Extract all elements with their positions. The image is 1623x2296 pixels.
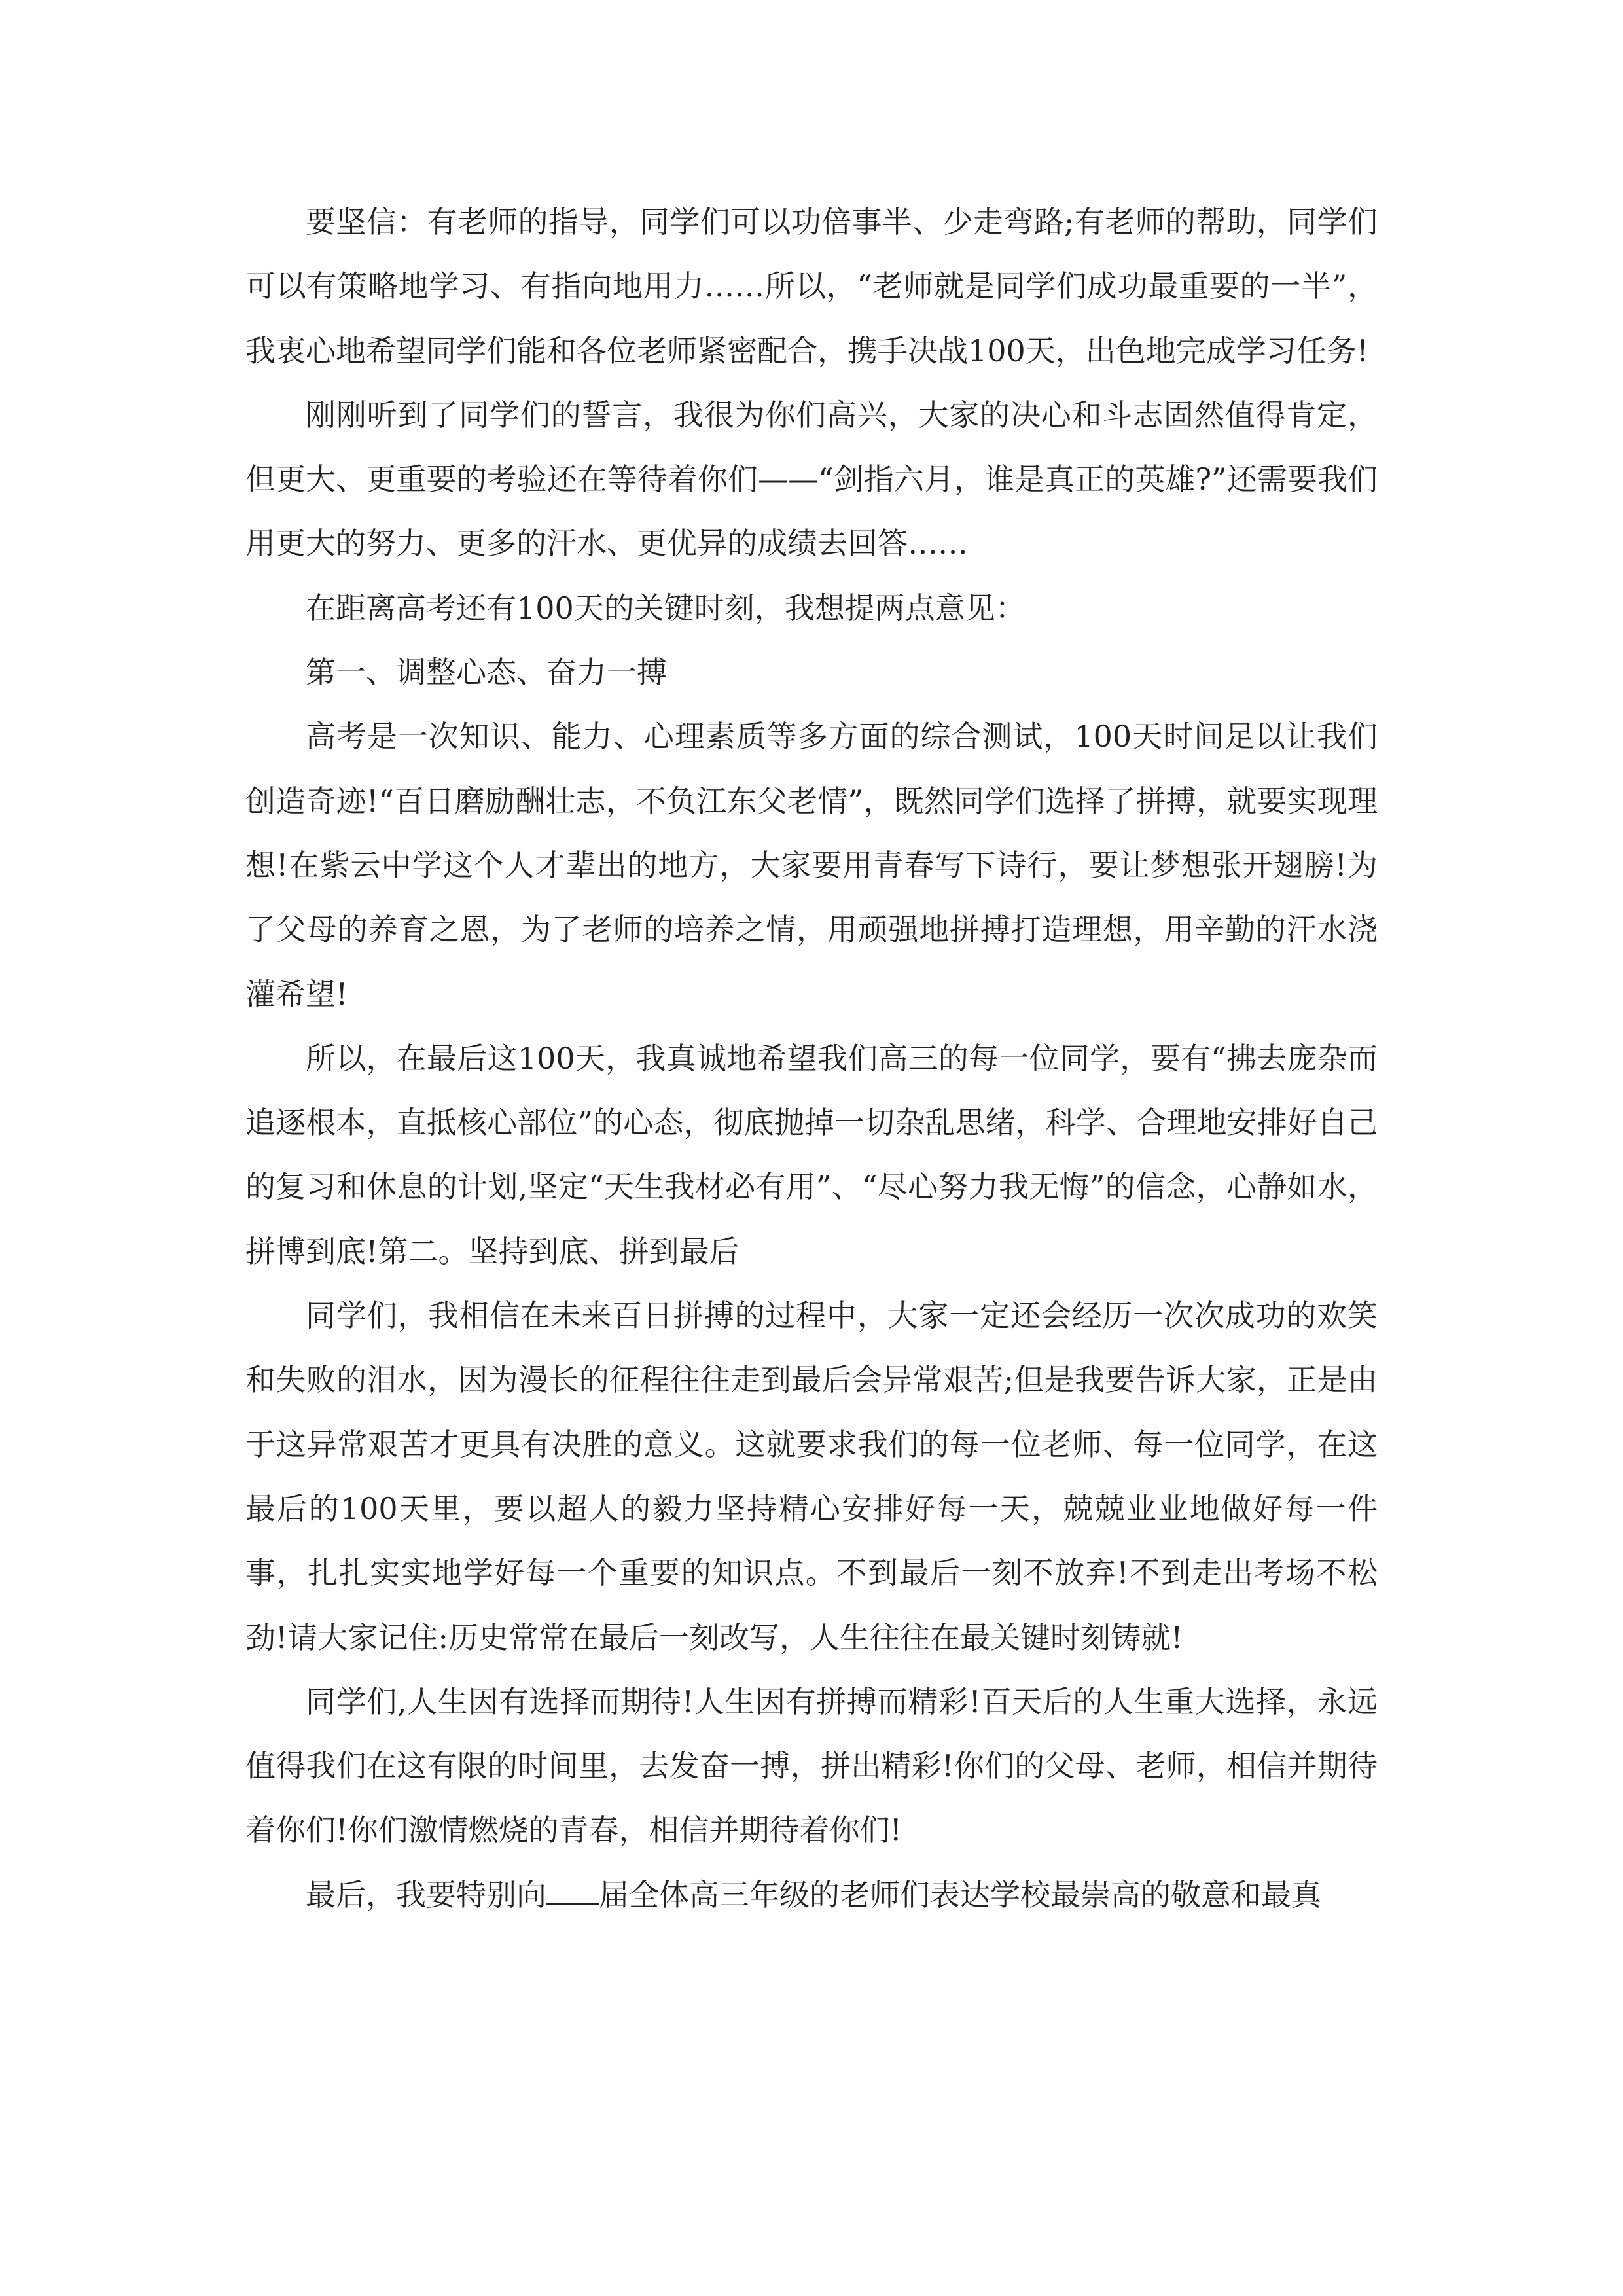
paragraph: 在距离高考还有100天的关键时刻，我想提两点意见： <box>306 590 1026 626</box>
fill-in-blank <box>546 1876 599 1905</box>
document-body <box>245 190 1378 1927</box>
paragraph: 所以，在最后这100天，我真诚地希望我们高三的每一位同学，要有“拂去庞杂而追逐根本，直抵核心部位”的心态，彻底抛掉一切杂乱思绪，科学、合理地安排好自己的复习和休息的计划,坚定“天生我材必有用”、“尽心努力我无悔”的信念，心静如水，拼博到底!第二。坚持到底、拼到最后 <box>245 1040 1378 1269</box>
paragraph: 同学们，我相信在未来百日拼搏的过程中，大家一定还会经历一次次成功的欢笑和失败的泪水，因为漫长的征程往往走到最后会异常艰苦;但是我要告诉大家，正是由于这异常艰苦才更具有决胜的意义。这就要求我们的每一位老师、每一位同学，在这最后的100天里，要以超人的毅力坚持精心安排好每一天，兢兢业业地做好每一件事，扎扎实实地学好每一个重要的知识点。不到最后一刻不放弃!不到走出考场不松劲!请大家记住:历史常常在最后一刻改写，人生往往在最关键时刻铸就! <box>245 1298 1378 1655</box>
paragraph: 要坚信：有老师的指导，同学们可以功倍事半、少走弯路;有老师的帮助，同学们可以有策略地学习、有指向地用力……所以，“老师就是同学们成功最重要的一半”，我衷心地希望同学们能和各位老师紧密配合，携手决战100天，出色地完成学习任务! <box>245 204 1378 368</box>
last-paragraph-end: 届全体高三年级的老师们表达学校最崇高的敬意和最真 <box>599 1876 1321 1912</box>
section-heading: 第一、调整心态、奋力一搏 <box>306 655 667 691</box>
paragraph-last <box>245 1863 1378 1927</box>
paragraph: 高考是一次知识、能力、心理素质等多方面的综合测试，100天时间足以让我们创造奇迹!“百日磨励酬壮志，不负江东父老情”，既然同学们选择了拼搏，就要实现理想!在紫云中学这个人才辈出的地方，大家要用青春写下诗行，要让梦想张开翅膀!为了父母的养育之恩，为了老师的培养之情，用顽强地拼搏打造理想，用辛勤的汗水浇灌希望! <box>245 719 1378 1012</box>
paragraph: 同学们,人生因有选择而期待!人生因有拼搏而精彩!百天后的人生重大选择，永远值得我们在这有限的时间里，去发奋一搏，拼出精彩!你们的父母、老师，相信并期待着你们!你们激情燃烧的青春，相信并期待着你们! <box>245 1683 1378 1848</box>
last-paragraph-start: 最后，我要特别向 <box>306 1876 546 1912</box>
paragraph: 刚刚听到了同学们的誓言，我很为你们高兴，大家的决心和斗志固然值得肯定，但更大、更重要的考验还在等待着你们——“剑指六月，谁是真正的英雄?”还需要我们用更大的努力、更多的汗水、更优异的成绩去回答…… <box>245 397 1378 562</box>
